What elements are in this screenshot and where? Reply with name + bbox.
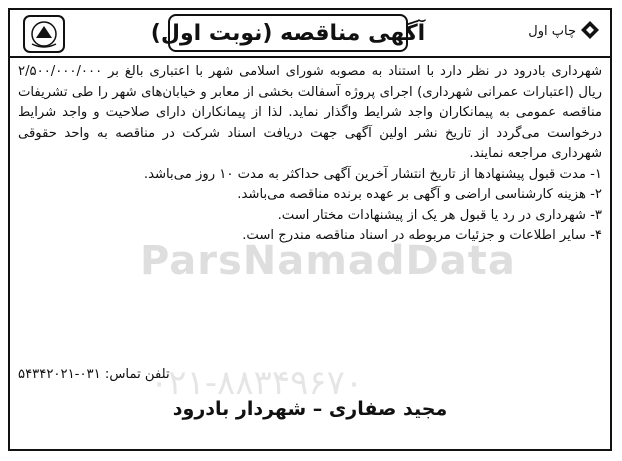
condition-item-1: ۱- مدت قبول پیشنهادها از تاریخ انتشار آخرین آگهی حداکثر به مدت ۱۰ روز می‌باشد. xyxy=(143,166,602,182)
edition-label: چاپ اول xyxy=(528,24,576,39)
ad-title: آگهی مناقصه (نوبت اول) xyxy=(150,20,426,46)
condition-item-4: ۴- سایر اطلاعات و جزئیات مربوطه در اسناد مناقصه مندرج است. xyxy=(242,228,602,243)
contact-phone: تلفن تماس: ۰۳۱-۵۴۳۴۲۰۲۱ xyxy=(18,367,170,382)
intro-paragraph: شهرداری بادرود در نظر دارد با استناد به مصوبه شورای اسلامی شهر با اعتباری بالغ بر ۲/۵۰۰/۰۰۰/۰۰۰ ریال (اعتبارات عمرانی شهرداری) اجرای پروژه آسفالت بخشی از معابر و خیابان‌های شهر را طی تشریفات مناقصه عمومی به پیمانکاران واجد شرایط واگذار نماید. لذا از پیمانکاران دارای صلاحیت و واجد شرایط درخواست می‌گردد از تاریخ نشر اولین آگهی جهت دریافت اسناد شرکت در مناقصه به واحد حقوقی شهرداری مراجعه نمایند. xyxy=(18,64,602,161)
watermark-phone: ۰۲۱-۸۸۳۴۹۶۷۰ xyxy=(150,363,364,403)
header-divider xyxy=(8,56,612,58)
municipality-emblem-icon xyxy=(22,14,66,54)
signature: مجید صفاری – شهردار بادرود xyxy=(172,398,448,420)
condition-item-2: ۲- هزینه کارشناسی اراضی و آگهی بر عهده برنده مناقصه می‌باشد. xyxy=(237,187,602,202)
watermark-brand: ParsNamadData xyxy=(140,238,516,284)
title-box xyxy=(150,14,426,52)
diamond-icon xyxy=(580,20,600,40)
ad-body xyxy=(18,62,602,247)
condition-item-3: ۳- شهرداری در رد یا قبول هر یک از پیشنهادات مختار است. xyxy=(277,207,602,223)
ad-header xyxy=(8,10,612,56)
